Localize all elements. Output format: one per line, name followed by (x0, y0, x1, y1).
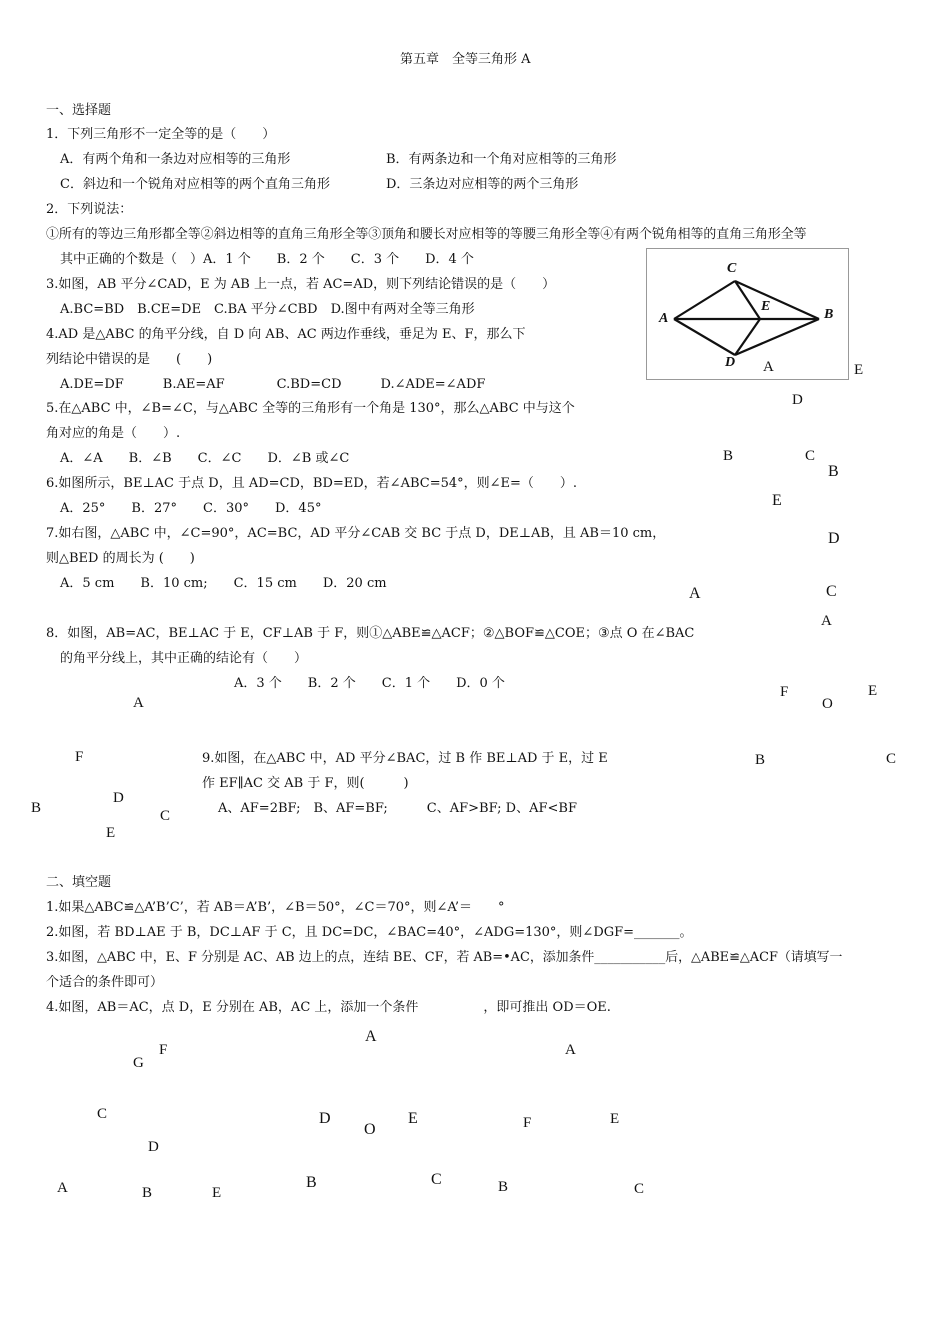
q5-line1: 5.在△ABC 中，∠B=∠C，与△ABC 全等的三角形有一个角是 130°，那么△ABC 中与这个 (46, 401, 575, 416)
label-e: E (408, 1110, 418, 1127)
q1-option-a: A．有两个角和一条边对应相等的三角形 (60, 152, 291, 167)
label-a: A (763, 359, 774, 375)
q1-option-c: C．斜边和一个锐角对应相等的两个直角三角形 (60, 177, 330, 192)
label-f: F (780, 684, 789, 700)
q1-option-d: D．三条边对应相等的两个三角形 (386, 177, 579, 192)
label-e: E (212, 1185, 222, 1201)
q5-line2: 角对应的角是（ ）. (46, 426, 181, 441)
fill-q3-line2: 个适合的条件即可） (46, 975, 164, 990)
q9-options: A、AF=2BF; B、AF=BF; C、AF>BF; D、AF<BF (218, 801, 577, 816)
label-g: G (133, 1055, 144, 1071)
label-a: A (565, 1042, 576, 1058)
label-d: D (148, 1139, 159, 1155)
label-c: C (826, 583, 837, 600)
label-a: A (57, 1180, 68, 1196)
page-title: 第五章 全等三角形 A (400, 52, 531, 67)
q5-options: A．∠A B．∠B C．∠C D．∠B 或∠C (60, 451, 350, 466)
fig-label-a: A (659, 311, 669, 326)
label-b: B (828, 463, 839, 480)
label-a: A (133, 695, 144, 711)
label-o: O (364, 1121, 376, 1138)
q3-options: A.BC=BD B.CE=DE C.BA 平分∠CBD D.图中有两对全等三角形 (60, 302, 475, 317)
q7-line1: 7.如右图，△ABC 中，∠C=90°，AC=BC，AD 平分∠CAB 交 BC 于点 D，DE⊥AB，且 AB＝10 cm， (46, 526, 666, 541)
section-heading-fill: 二、填空题 (46, 875, 112, 890)
q1-option-b: B．有两条边和一个角对应相等的三角形 (386, 152, 617, 167)
label-b: B (498, 1179, 509, 1195)
label-c: C (160, 808, 171, 824)
q7-line2: 则△BED 的周长为 ( ) (46, 551, 195, 566)
label-b: B (755, 752, 766, 768)
fill-q3-line1: 3.如图，△ABC 中，E、F 分别是 AC、AB 边上的点，连结 BE、CF，若 AB=•AC，添加条件___________后，△ABE≌△ACF（请填写一 (46, 950, 843, 965)
label-a: A (689, 585, 701, 602)
fig-label-c: C (727, 261, 737, 276)
q7-options: A．5 cm B．10 cm; C．15 cm D．20 cm (60, 576, 387, 591)
q6-stem: 6.如图所示，BE⊥AC 于点 D，且 AD=CD，BD=ED，若∠ABC=54°，则∠E=（ ）. (46, 476, 578, 491)
q2-body: ①所有的等边三角形都全等②斜边相等的直角三角形全等③顶角和腰长对应相等的等腰三角形全等④有两个锐角相等的直角三角形全等 (46, 227, 807, 242)
label-e: E (854, 362, 864, 378)
q8-line2: 的角平分线上，其中正确的结论有（ ） (60, 651, 308, 666)
label-d: D (113, 790, 124, 806)
q4-options: A.DE=DF B.AE=AF C.BD=CD D.∠ADE=∠ADF (60, 377, 486, 392)
label-c: C (634, 1181, 645, 1197)
q3-figure (646, 248, 849, 380)
label-e: E (772, 492, 782, 509)
label-o: O (822, 696, 833, 712)
label-f: F (75, 749, 84, 765)
q9-line2: 作 EF∥AC 交 AB 于 F，则( ) (202, 776, 409, 791)
q2-stem: 2．下列说法： (46, 202, 133, 217)
label-f: F (523, 1115, 532, 1131)
label-b: B (306, 1174, 317, 1191)
q4-line2: 列结论中错误的是 ( ) (46, 352, 213, 367)
fig-label-d: D (725, 355, 736, 370)
fig-label-b: B (824, 307, 834, 322)
label-e: E (868, 683, 878, 699)
label-c: C (805, 448, 816, 464)
q4-line1: 4.AD 是△ABC 的角平分线，自 D 向 AB、AC 两边作垂线，垂足为 E、F，那么下 (46, 327, 526, 342)
q3-stem: 3.如图，AB 平分∠CAD，E 为 AB 上一点，若 AC=AD，则下列结论错误的是（ ） (46, 277, 556, 292)
label-c: C (97, 1106, 108, 1122)
label-d: D (792, 392, 803, 408)
q6-options: A．25° B．27° C．30° D．45° (60, 501, 322, 516)
label-d: D (319, 1110, 331, 1127)
q8-options: A．3 个 B．2 个 C．1 个 D．0 个 (234, 676, 505, 691)
label-c: C (431, 1171, 442, 1188)
label-c: C (886, 751, 897, 767)
q9-line1: 9.如图，在△ABC 中，AD 平分∠BAC，过 B 作 BE⊥AD 于 E，过 E (202, 751, 608, 766)
fig-label-e: E (761, 299, 771, 314)
label-a: A (821, 613, 832, 629)
label-b: B (142, 1185, 153, 1201)
fill-q4: 4.如图，AB＝AC，点 D，E 分别在 AB，AC 上，添加一个条件 ，即可推出 OD＝OE. (46, 1000, 611, 1015)
fill-q1: 1.如果△ABC≌△A’B’C’，若 AB＝A’B’，∠B＝50°，∠C＝70°，则∠A’＝ ° (46, 900, 505, 915)
fill-q2: 2.如图，若 BD⊥AE 于 B，DC⊥AF 于 C，且 DC=DC，∠BAC=40°，∠ADG=130°，则∠DGF=_______。 (46, 925, 693, 940)
label-a: A (365, 1028, 377, 1045)
q1-stem: 1．下列三角形不一定全等的是（ ） (46, 127, 276, 142)
label-e: E (106, 825, 116, 841)
section-heading-choice: 一、选择题 (46, 103, 112, 118)
label-f: F (159, 1042, 168, 1058)
label-d: D (828, 530, 840, 547)
label-b: B (723, 448, 734, 464)
q8-line1: 8．如图，AB=AC，BE⊥AC 于 E，CF⊥AB 于 F，则①△ABE≌△ACF；②△BOF≌△COE；③点 O 在∠BAC (46, 626, 695, 641)
label-e: E (610, 1111, 620, 1127)
label-b: B (31, 800, 42, 816)
q2-options: 其中正确的个数是（ ）A．1 个 B．2 个 C．3 个 D．4 个 (60, 252, 474, 267)
